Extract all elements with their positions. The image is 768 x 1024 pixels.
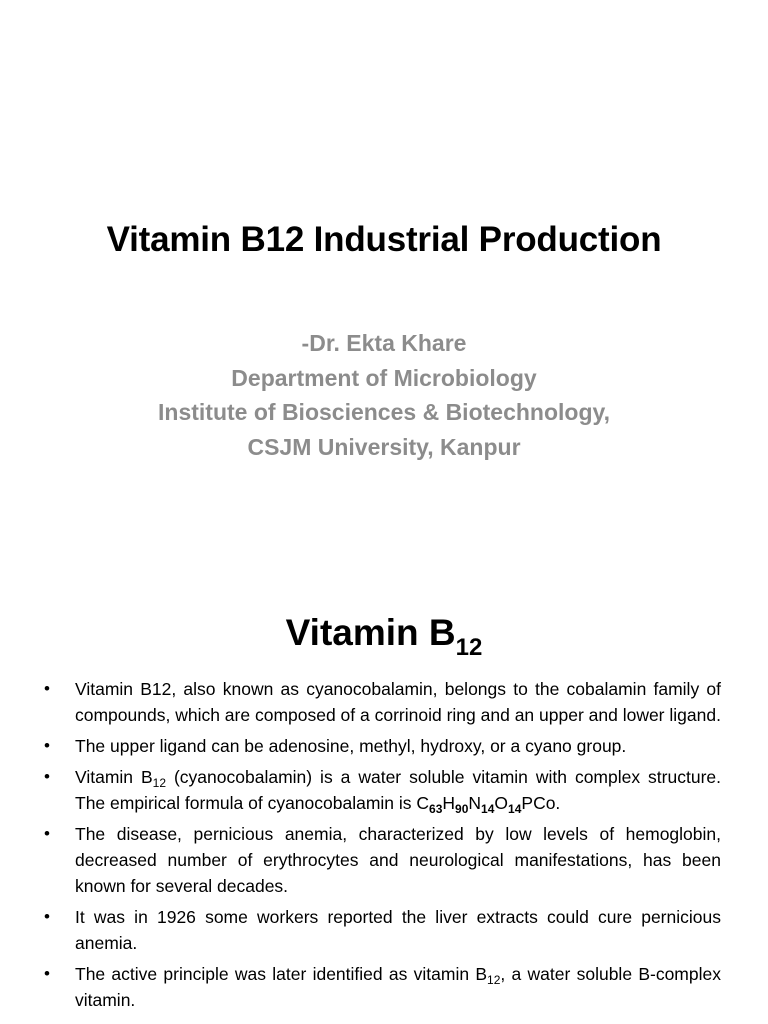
bullet-icon: • bbox=[44, 679, 50, 698]
bullet-icon: • bbox=[44, 767, 50, 786]
bullet-list bbox=[0, 676, 768, 1018]
bullet-icon: • bbox=[44, 907, 50, 926]
empirical-formula: $_{63}H_{90}N_{14}O_{14}PCo$. bbox=[429, 793, 561, 816]
slide-vitamin-b12 bbox=[0, 570, 768, 1024]
bullet-icon: • bbox=[44, 736, 50, 755]
list-item: • The active principle was later identified as vitamin $B_{12}$, a water soluble B-complex vitamin. bbox=[0, 961, 721, 1013]
slide-title-subtitle bbox=[0, 326, 768, 464]
list-item: • The disease, pernicious anemia, characterized by low levels of hemoglobin, decreased number of erythrocytes and neurological manifestations, has been known for several decades. bbox=[0, 821, 721, 899]
institute-line: Institute of Biosciences & Biotechnology, bbox=[158, 399, 610, 425]
list-item: • Vitamin B12, also known as cyanocobalamin, belongs to the cobalamin family of compounds, which are composed of a corrinoid ring and an upper and lower ligand. bbox=[0, 676, 721, 728]
list-item: • It was in 1926 some workers reported the liver extracts could cure pernicious anemia. bbox=[0, 904, 721, 956]
department-line: Department of Microbiology bbox=[231, 364, 537, 391]
slide-heading: Vitamin $B_{12}$ bbox=[285, 612, 483, 661]
university-line: CSJM University, Kanpur bbox=[247, 433, 521, 460]
list-item: • The upper ligand can be adenosine, methyl, hydroxy, or a cyano group. bbox=[0, 733, 721, 759]
list-item: • Vitamin $B_{12}$ (cyanocobalamin) is a water soluble vitamin with complex structure. The empirical formula of cyanocobalamin is $C_{63}H_{90}N_{14}O_{14}PCo$. bbox=[0, 764, 721, 816]
slide-title-heading: Vitamin B12 Industrial Production bbox=[106, 220, 662, 259]
bullet-icon: • bbox=[44, 824, 50, 843]
author-line: -Dr. Ekta Khare bbox=[301, 330, 467, 356]
bullet-icon: • bbox=[44, 964, 50, 983]
